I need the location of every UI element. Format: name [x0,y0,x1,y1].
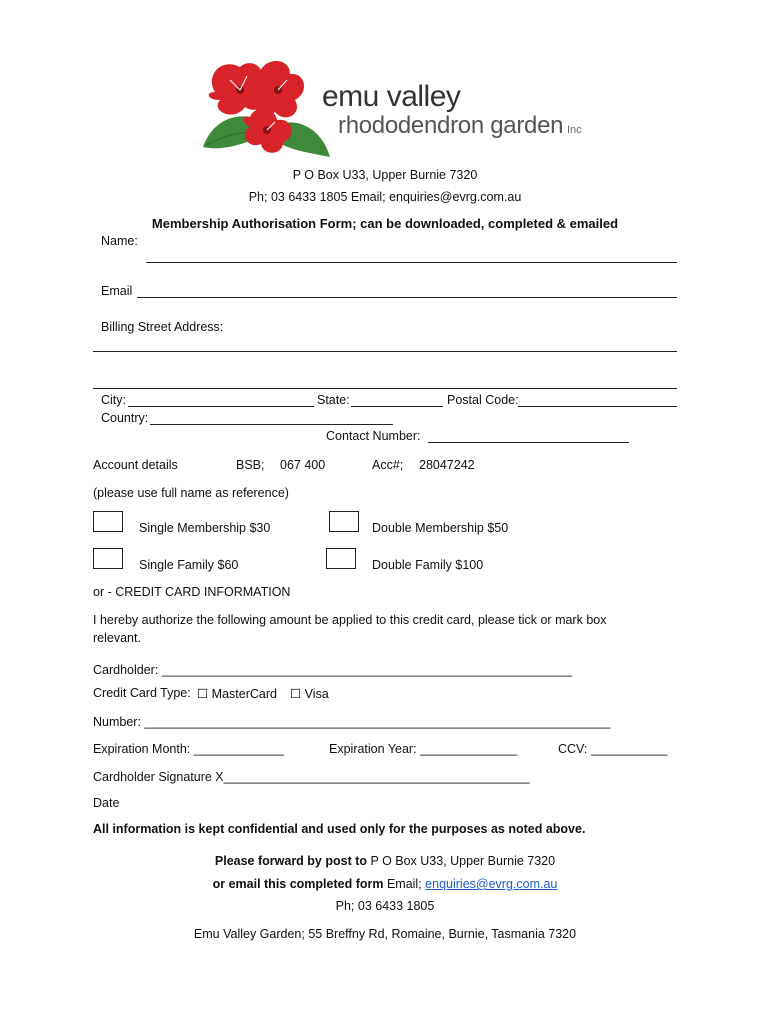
visa-checkbox[interactable]: ☐ Visa [290,687,329,701]
card-number-field[interactable]: Number: ___________________________________________________________________ [93,715,611,729]
city-label: City: [101,393,126,407]
forward-address: P O Box U33, Upper Burnie 7320 [367,854,556,868]
postal-code-field[interactable] [518,406,677,407]
billing-address-field-2[interactable] [93,388,677,389]
cardholder-field[interactable]: Cardholder: ___________________________________________________________ [93,663,572,677]
card-type-label: Credit Card Type: [93,686,191,700]
email-link[interactable]: enquiries@evrg.com.au [425,877,558,891]
bsb-label: BSB; [236,458,265,472]
name-label: Name: [101,234,138,248]
date-label: Date [93,796,120,810]
account-details-label: Account details [93,458,178,472]
authorize-text-line1: I hereby authorize the following amount be applied to this credit card, please tick or mark box [93,613,607,627]
reference-note: (please use full name as reference) [93,486,289,500]
double-membership-checkbox[interactable] [329,511,359,532]
state-field[interactable] [351,406,443,407]
country-field[interactable] [150,424,393,425]
ccv-field[interactable]: CCV: ___________ [558,742,668,756]
logo [195,52,595,162]
single-family-label: Single Family $60 [139,558,239,572]
forward-email-label: Email; [383,877,426,891]
form-title: Membership Authorisation Form; can be downloaded, completed & emailed [151,216,619,231]
signature-field[interactable]: Cardholder Signature X____________________________________________ [93,770,530,784]
po-box: P O Box U33, Upper Burnie 7320 [292,168,478,182]
single-membership-label: Single Membership $30 [139,521,271,535]
single-family-checkbox[interactable] [93,548,123,569]
rhododendron-flower-icon [195,52,330,162]
footer-address: Emu Valley Garden; 55 Breffny Rd, Romaine, Burnie, Tasmania 7320 [193,927,577,941]
billing-address-label: Billing Street Address: [101,320,224,334]
confidential-note: All information is kept confidential and used only for the purposes as noted above. [93,822,586,836]
city-field[interactable] [128,406,314,407]
forward-by-post [0,854,770,868]
forward-by-email [0,877,770,891]
bsb-value: 067 400 [280,458,326,472]
state-label: State: [317,393,350,407]
email-label: Email [101,284,133,298]
double-family-label: Double Family $100 [372,558,484,572]
forward-by-email-label: or email this completed form [212,877,384,891]
expiration-month-field[interactable]: Expiration Month: _____________ [93,742,285,756]
credit-card-heading: or - CREDIT CARD INFORMATION [93,585,291,599]
header-contact: Ph; 03 6433 1805 Email; enquiries@evrg.com.au [248,190,522,204]
billing-address-field-1[interactable] [93,351,677,352]
name-field[interactable] [146,262,677,263]
double-membership-label: Double Membership $50 [372,521,509,535]
acc-label: Acc#; [372,458,404,472]
forward-by-post-label: Please forward by post to [214,854,368,868]
logo-inc: Inc [567,124,582,136]
contact-number-label: Contact Number: [326,429,421,443]
country-label: Country: [101,411,149,425]
expiration-year-field[interactable]: Expiration Year: ______________ [329,742,518,756]
single-membership-checkbox[interactable] [93,511,123,532]
mastercard-checkbox[interactable]: ☐ MasterCard [197,687,277,701]
postal-code-label: Postal Code: [447,393,519,407]
footer-phone: Ph; 03 6433 1805 [335,899,435,913]
double-family-checkbox[interactable] [326,548,356,569]
contact-number-field[interactable] [428,442,629,443]
email-field[interactable] [137,297,677,298]
logo-name-line2: rhododendron garden [338,112,564,139]
logo-name-line1: emu valley [322,80,461,113]
acc-value: 28047242 [419,458,475,472]
authorize-text-line2: relevant. [93,631,141,645]
